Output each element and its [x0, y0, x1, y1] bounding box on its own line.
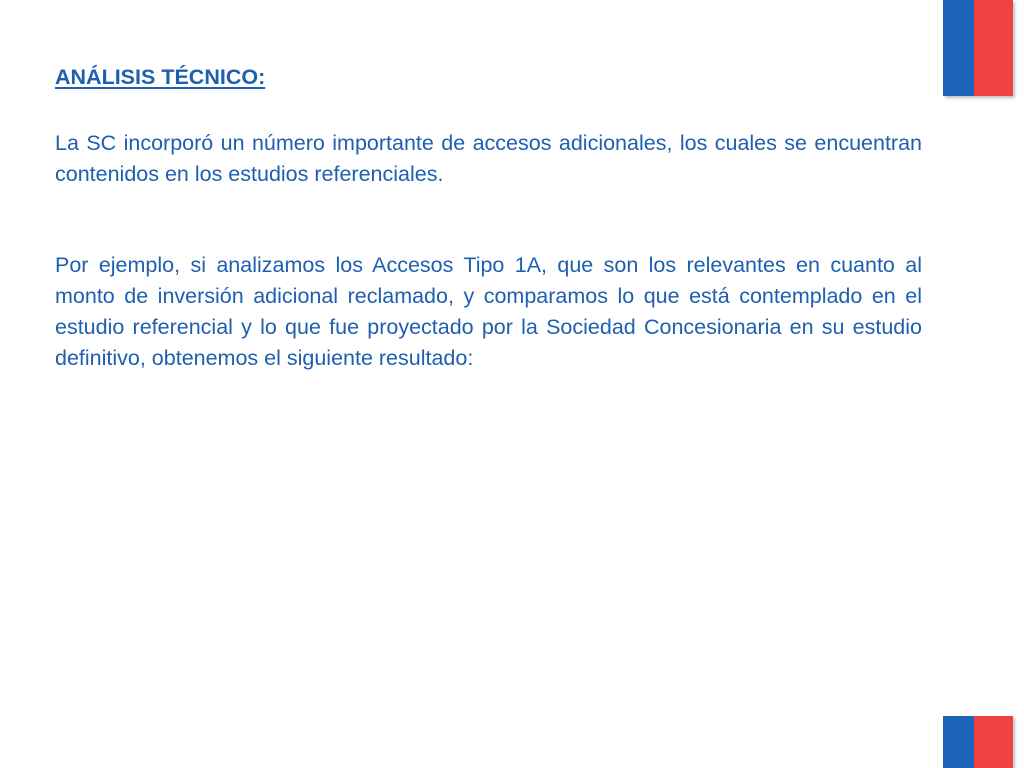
flag-decoration-bottom: [943, 716, 1013, 768]
flag-blue-stripe: [943, 0, 974, 96]
slide-content: [55, 58, 922, 374]
flag-blue-stripe: [943, 716, 974, 768]
paragraph-2: Por ejemplo, si analizamos los Accesos Tipo 1A, que son los relevantes en cuanto al monto de inversión adicional reclamado, y comparamos lo que está contemplado en el estudio referencial y lo que fue proyectado por la Sociedad Concesionaria en su estudio definitivo, obtenemos el siguiente resultado:: [55, 253, 922, 370]
flag-decoration-top: [943, 0, 1013, 96]
slide-heading: ANÁLISIS TÉCNICO:: [55, 65, 266, 89]
flag-red-stripe: [974, 0, 1013, 96]
flag-red-stripe: [974, 716, 1013, 768]
paragraph-1: La SC incorporó un número importante de accesos adicionales, los cuales se encuentran contenidos en los estudios referenciales.: [55, 131, 922, 186]
